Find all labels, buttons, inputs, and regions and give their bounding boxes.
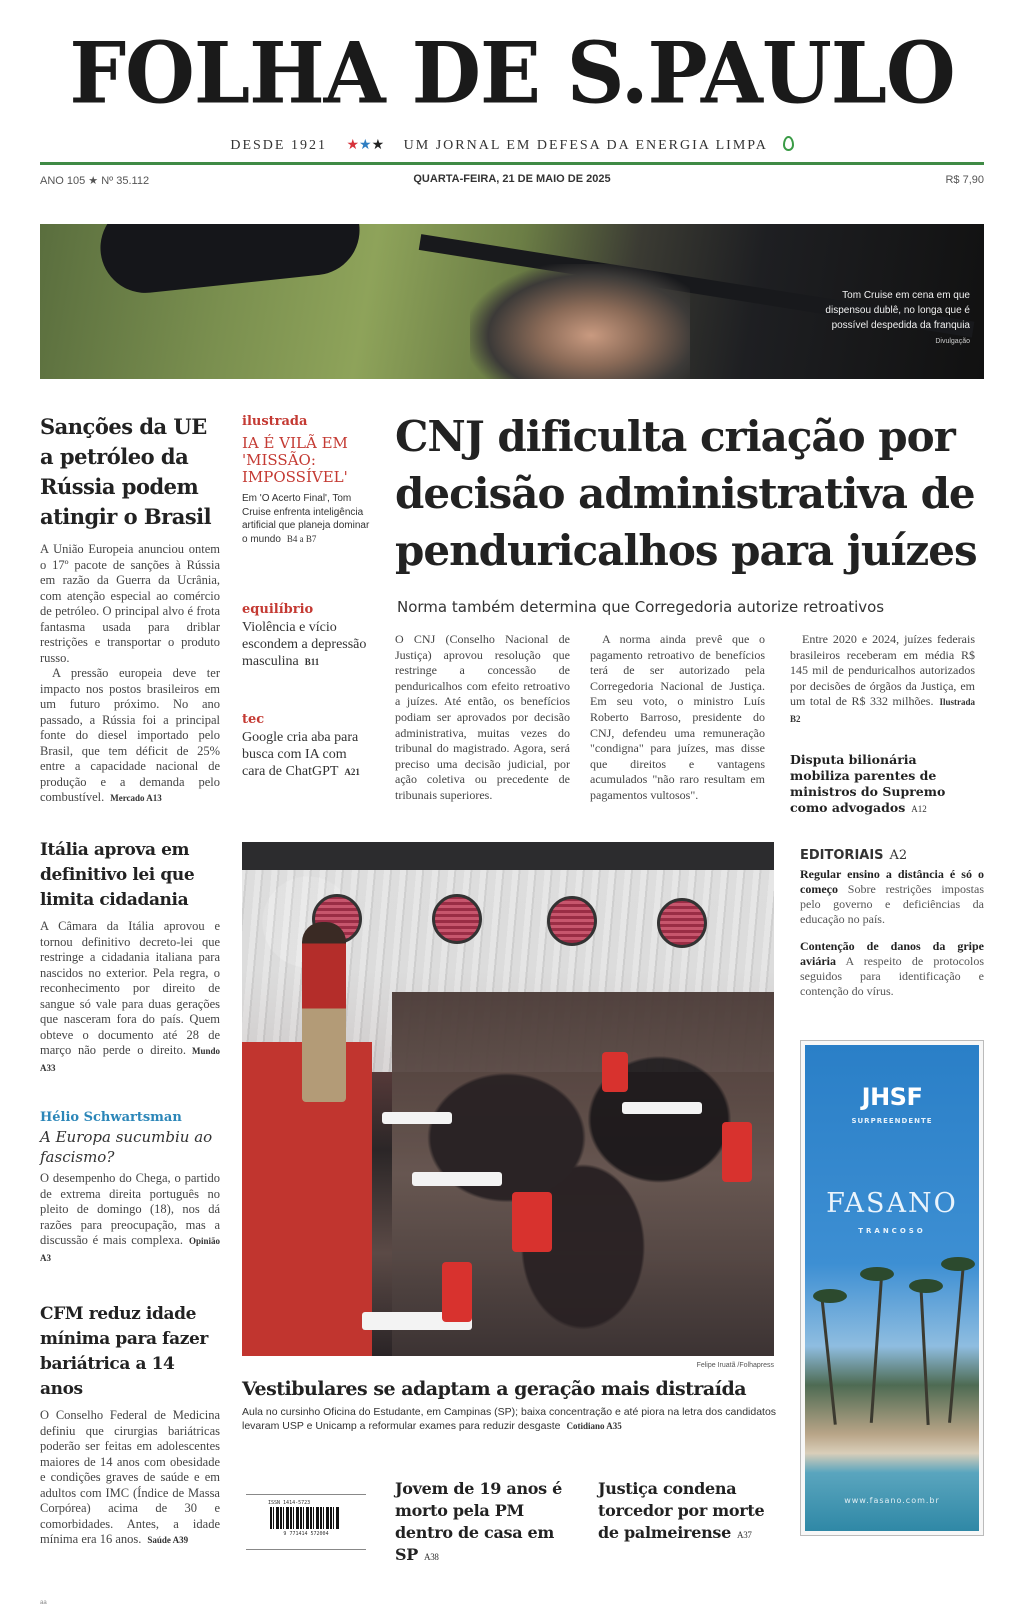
page-ref[interactable]: A12	[911, 804, 927, 814]
editorial-body: A respeito de protocolos seguidos para identificação e contenção do vírus.	[800, 954, 984, 998]
lead-headline[interactable]: CNJ dificulta criação por decisão administrativa de penduricalhos para juízes	[395, 412, 977, 575]
page-ref[interactable]: Mundo A33	[40, 1046, 220, 1073]
chair	[722, 1122, 752, 1182]
chair	[512, 1192, 552, 1252]
story-body-text: O Conselho Federal de Medicina definiu que cirurgias bariátricas poderão ser feitas em adolescentes maiores de 14 anos com obesidade e condições graves de saúde e em adultos com IMC (Índice de Massa Corpórea) acima de 30 e comorbidades. Antes, a idade mínima era 16 anos.	[40, 1408, 220, 1546]
lead-column-3	[790, 632, 975, 728]
section-kicker[interactable]: ilustrada	[242, 414, 308, 429]
issue-price: R$ 7,90	[945, 174, 984, 186]
ad-url: www.fasano.com.br	[844, 1496, 940, 1505]
barcode-icon	[270, 1507, 340, 1529]
ad-slogan: SURPREENDENTE	[851, 1117, 933, 1125]
section-ilustrada	[242, 414, 372, 546]
bottom-story[interactable]	[395, 1478, 575, 1568]
editorial-lead: Regular ensino a distância é só o começo	[800, 867, 984, 896]
page-number: aa	[40, 1600, 47, 1606]
story-body	[40, 542, 220, 807]
section-body-text: Em 'O Acerto Final', Tom Cruise enfrenta inteligência artificial que planeja dominar o mundo	[242, 493, 370, 545]
masthead-tagline	[0, 136, 1024, 154]
masthead-rule	[40, 162, 984, 165]
section-kicker[interactable]: tec	[242, 712, 265, 727]
story-paragraph	[40, 666, 220, 807]
porthole-window	[432, 894, 482, 944]
palm-tree	[870, 1273, 883, 1423]
hero-caption	[820, 288, 970, 349]
hero-caption-text: Tom Cruise em cena em que dispensou dublê, no longa que é possível despedida da franquia	[825, 290, 970, 331]
hero-photo	[40, 224, 984, 379]
section-body[interactable]	[242, 619, 372, 671]
editorials	[800, 848, 984, 999]
story-paragraph: A União Europeia anunciou ontem o 17º pacote de sanções à Rússia em razão da Guerra da Ucrânia, com atenção especial ao comércio de petróleo. O principal alvo é frota fantasma usada para driblar restrições e transportar o produto russo.	[40, 542, 220, 665]
story-sancoes	[40, 412, 220, 807]
story-headline[interactable]: Itália aprova em definitivo lei que limita cidadania	[40, 840, 195, 910]
lead-column-1: O CNJ (Conselho Nacional de Justiça) aprovou resolução que restringe a concessão de penduricalhos com efeito retroativo a juízes. Até então, os benefícios podiam ser aprovados por decisão administrativa, muitas vezes do tribunal do magistrado. Agora, será preciso uma decisão judicial, por ação coletiva ou precedente de tribunais superiores.	[395, 632, 570, 802]
palm-tree	[820, 1295, 837, 1425]
palm-tree	[948, 1263, 965, 1423]
story-body-text: A Câmara da Itália aprovou e tornou definitivo decreto-lei que restringe a cidadania italiana para nascidos no exterior. Pela regra, o reconhecimento por direito de sangue só vale para duas gerações que nasceram fora do país. Quem obteve o documento até 28 de março não perde o direito.	[40, 919, 220, 1057]
hero-credit: Divulgação	[935, 338, 970, 345]
column-title[interactable]: A Europa sucumbiu ao fascismo?	[40, 1128, 213, 1166]
ceiling	[242, 842, 774, 870]
story-italia	[40, 838, 220, 1076]
desk	[622, 1102, 702, 1114]
page-ref[interactable]: Ilustrada B2	[790, 697, 975, 724]
porthole-window	[547, 896, 597, 946]
page-ref[interactable]: Saúde A39	[147, 1535, 189, 1545]
stars-icon: ★★★	[346, 138, 385, 153]
bottom-story[interactable]	[598, 1478, 778, 1546]
story-headline[interactable]: Sanções da UE a petróleo da Rússia podem atingir o Brasil	[40, 414, 212, 529]
photo-headline[interactable]: Vestibulares se adaptam a geração mais distraída	[242, 1378, 747, 1400]
bottom-story-headline: Jovem de 19 anos é morto pela PM dentro de casa em SP	[395, 1479, 563, 1564]
palm-frond	[909, 1279, 943, 1293]
story-body	[40, 1408, 220, 1549]
columnist-name[interactable]: Hélio Schwartsman	[40, 1110, 182, 1125]
photo-credit: Felipe Iruatã /Folhapress	[696, 1362, 774, 1369]
page-ref[interactable]: B11	[304, 657, 320, 667]
editorial-body: Sobre restrições impostas pelo governo e deficiências da educação no país.	[800, 882, 984, 926]
photo-caption-text: Aula no cursinho Oficina do Estudante, em Campinas (SP); baixa concentração e até piora na letra dos candidatos levaram USP e Unicamp a reformular exames para reduzir desgaste	[242, 1406, 777, 1432]
section-equilibrio	[242, 602, 372, 671]
chair	[602, 1052, 628, 1092]
section-body	[242, 492, 372, 546]
ad-name: FASANO	[826, 1188, 958, 1219]
barcode-issn: ISSN 1414-5723	[268, 1500, 311, 1506]
actor-figure	[470, 264, 690, 379]
page-ref[interactable]: A37	[737, 1530, 752, 1540]
porthole-window	[657, 898, 707, 948]
advertisement[interactable]	[800, 1040, 984, 1536]
opinion-column	[40, 1110, 220, 1266]
story-paragraph-text: A pressão europeia deve ter impacto nos postos brasileiros em um futuro próximo. No ano passado, a Rússia foi a principal fonte do diesel importado pelo Brasil, que tem déficit de 25% entre a capacidade nacional de produção e a demanda pelo combustível.	[40, 666, 220, 804]
column-body-text: O desempenho do Chega, o partido de extrema direita português no pleito de domingo (18), nos dá razões para preocupação, mas a discussão é mais complexa.	[40, 1171, 220, 1247]
bottom-story-headline: Justiça condena torcedor por morte de palmeirense	[598, 1479, 765, 1542]
barcode-box	[246, 1494, 366, 1550]
tagline-text: UM JORNAL EM DEFESA DA ENERGIA LIMPA	[403, 138, 768, 153]
editorial-item[interactable]	[800, 867, 984, 927]
page-ref[interactable]: Mercado A13	[110, 793, 162, 803]
editorial-item[interactable]	[800, 939, 984, 999]
issue-date: QUARTA-FEIRA, 21 DE MAIO DE 2025	[413, 173, 611, 185]
related-story[interactable]	[790, 752, 980, 817]
masthead-title: FOLHA DE S.PAULO	[69, 23, 955, 123]
page-ref[interactable]: B4 a B7	[286, 533, 317, 544]
ad-brand: JHSF	[861, 1083, 923, 1111]
page-ref[interactable]: Opinião A3	[40, 1236, 220, 1263]
section-body-text: Violência e vício escondem a depressão masculina	[242, 620, 367, 669]
lead-subheadline: Norma também determina que Corregedoria autorize retroativos	[397, 598, 885, 616]
story-cfm	[40, 1302, 220, 1549]
barcode-number: 9 771414 572004	[283, 1531, 329, 1537]
page-ref[interactable]: Cotidiano A35	[566, 1421, 622, 1431]
story-headline[interactable]: CFM reduz idade mínima para fazer bariátrica a 14 anos	[40, 1304, 208, 1399]
palm-frond	[813, 1289, 847, 1303]
page-ref[interactable]: A38	[424, 1552, 439, 1562]
since-label: DESDE 1921	[230, 138, 327, 153]
editorials-title[interactable]	[800, 848, 984, 863]
editorial-lead: Contenção de danos da gripe aviária	[800, 939, 984, 968]
palm-tree	[919, 1285, 929, 1425]
lead-column-3-text: Entre 2020 e 2024, juízes federais brasileiros receberam em média R$ 145 mil de penduricalhos autorizados por decisões de órgãos da Justiça, em um total de R$ 332 milhões.	[790, 632, 975, 709]
leaf-icon	[783, 136, 794, 151]
story-body	[40, 919, 220, 1076]
section-headline[interactable]: IA É VILÃ EM 'MISSÃO: IMPOSSÍVEL'	[242, 434, 348, 486]
lead-column-2: A norma ainda prevê que o pagamento retroativo de benefícios terá de ser autorizado pela Corregedoria Nacional de Justiça. Em seu voto, o ministro Luís Roberto Barroso, presidente do CNJ, defendeu uma remuneração "condigna" para juízes, mas disse que direitos e vantagens acumulados "não raro resultam em pagamentos vultosos".	[590, 632, 765, 802]
section-tec	[242, 712, 372, 781]
desk	[412, 1172, 502, 1186]
helicopter-shape	[96, 224, 364, 297]
classroom-photo	[242, 842, 774, 1356]
editorials-page: A2	[889, 848, 908, 863]
chair	[442, 1262, 472, 1322]
teacher-figure	[302, 922, 346, 1102]
photo-caption	[242, 1405, 782, 1433]
section-body[interactable]	[242, 729, 372, 781]
palm-frond	[941, 1257, 975, 1271]
ad-image	[805, 1045, 979, 1531]
ad-location: TRANCOSO	[858, 1227, 926, 1235]
editorials-label: EDITORIAIS	[800, 848, 884, 863]
page-ref[interactable]: A21	[344, 767, 360, 777]
section-body-text: Google cria aba para busca com IA com cara de ChatGPT	[242, 730, 359, 779]
related-headline: Disputa bilionária mobiliza parentes de ministros do Supremo como advogados	[790, 752, 946, 815]
column-body	[40, 1171, 220, 1266]
section-kicker[interactable]: equilíbrio	[242, 602, 314, 617]
palm-frond	[860, 1267, 894, 1281]
desk	[382, 1112, 452, 1124]
edition-number: ANO 105 ★ Nº 35.112	[40, 175, 150, 187]
